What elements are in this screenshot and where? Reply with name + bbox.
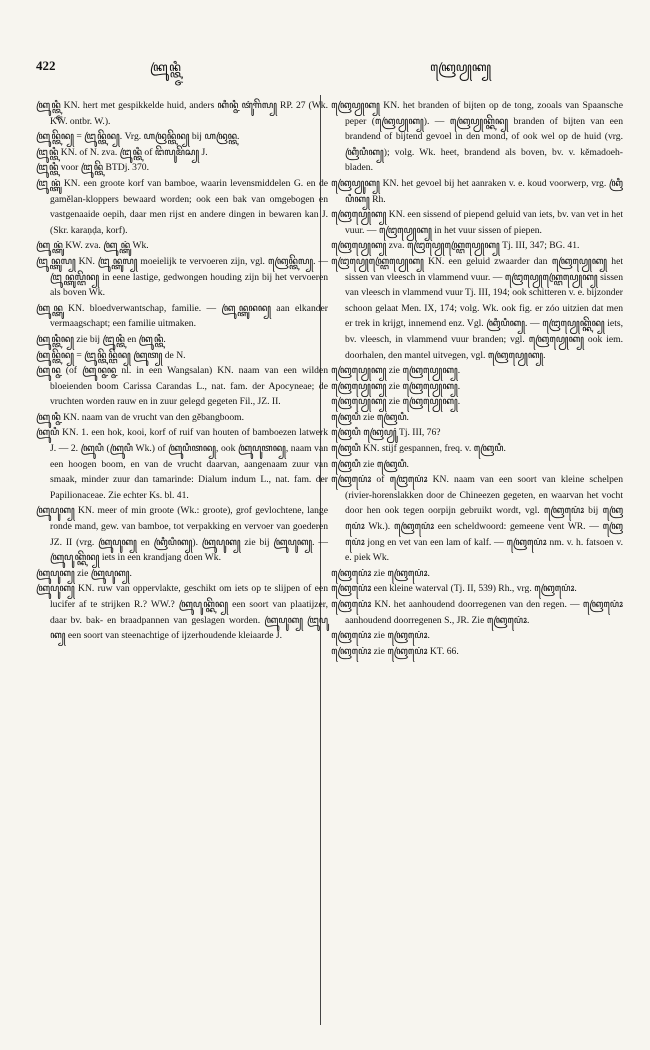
dictionary-entry: ꦏꦿꦺꦥꦾꦺꦏ꧀ KN. een sissend of piepend geluid van iets, bv. van vet in het vuur. — ꦔꦿꦺꦥꦾꦺꦏ꧀ in het vuur sissen of piepen. [331,209,623,236]
dictionary-entry: ꦏꦿꦸꦥꦸꦏ꧀ KN. meer of min groote (Wk.: groote), grof gevlochtene, lange ronde mand, gew. van bamboe, tot verpakking en vervoer van goederen JZ. II (vrg. ꦏꦿꦸꦥꦸꦏ꧀ en ꦏꦿꦶꦥꦶꦏ꧀). ꦏꦿꦸꦥꦸꦏ꧀ zie bij ꦏꦿꦸꦥꦸꦏ꧀. — ꦏꦿꦸꦥꦸꦏ꧀ꦏꦼꦤ꧀ iets in een krandjang doen Wk. [36,505,328,564]
dictionary-entry: ꦏꦿꦺꦥꦾꦺꦏ꧀ zie ꦏꦿꦺꦥꦾꦺꦏ꧀. [331,365,461,377]
dictionary-entry: ꦏꦿꦺꦥꦺꦴꦁ zie ꦏꦿꦺꦥꦺꦴꦁ. [331,630,430,642]
dictionary-entry: ꦏꦿꦸꦥꦸꦏ꧀ KN. ruw van oppervlakte, geschikt om iets op te slijpen of een lucifer af te strijken R.? WW.? ꦏꦿꦸꦥꦸꦏ꧀ꦏꦼꦤ꧀ een soort van plaatijzer, daar bv. bak- en braadpannen van geslagen worden. ꦏꦿꦸꦥꦸꦏ꧀ ꦔꦿꦸꦥꦸꦏ꧀ een soort van steenachtige of ijzerhoudende kleiaarde J. [36,583,328,642]
dictionary-entry: ꦏꦿꦺꦥꦾꦺꦏ꧀ zva. ꦔꦿꦺꦥꦾꦺꦏ꧀ꦔꦿꦺꦥꦾꦺꦏ꧀ Tj. III, 347; BG. 41. [331,240,580,252]
dictionary-entry: ꦏꦿꦸꦤ꧀ꦠꦸꦁ KW. zva. ꦏꦿꦸꦤ꧀ꦠꦸꦁ Wk. [36,240,149,252]
dictionary-entry: ꦏꦿꦺꦥꦺꦴꦁ zie ꦏꦿꦺꦥꦺꦴꦁ. [331,567,430,579]
dictionary-entry: ꦔꦿꦸꦤ꧀ꦠꦸꦭ꧀ KN. ꦔꦿꦸꦤ꧀ꦠꦸꦭ꧀ moeielijk te vervoeren zijn, vgl. ꦏꦿꦺꦤ꧀ꦠꦼꦭ꧀. — ꦔꦿꦸꦤ꧀ꦠꦸꦭ꧀ꦔꦼꦤ꧀ in eene lastige, gedwongen houding zijn bij het vervoeren als boven Wk. [36,255,328,299]
running-head-left: ꦏꦿꦸꦤ꧀ꦠ꧀ꦗꦶ [150,60,181,74]
dictionary-entry: ꦔꦿꦺꦥꦾꦺꦏ꧀ꦔꦿꦺꦥꦾꦺꦏ꧀ KN. een geluid zwaarder dan ꦏꦿꦺꦥꦾꦺꦏ꧀ het sissen van vleesch in vlammend vuur. — ꦔꦿꦺꦥꦾꦺꦏ꧀ꦔꦿꦺꦥꦾꦺꦏ꧀ sissen van vleesch in vlammend vuur Tj. III, 194; ook schitteren v. e. bijzonder schoon gelaat Men. IX, 174; volg. Wk. ook fig. er zóo uitzien dat men er trek in krijgt, innemend enz. Vgl. ꦏꦿꦶꦥꦶꦏ꧀. — ꦔꦿꦺꦥꦾꦺꦏ꧀ꦏꦼꦤ꧀ iets, bv. vleesch, in vlammend vuur branden; vgl. ꦏꦿꦺꦥꦾꦺꦏ꧀ ook iem. doorhalen, den mantel uitvegen, vgl. ꦏꦿꦺꦥꦾꦺꦏ꧀. [331,255,623,361]
dictionary-entry: ꦏꦿꦺꦥꦺꦴꦁ KN. het aanhoudend doorregenen van den regen. — ꦏꦿꦺꦥꦺꦴꦁ aanhoudend doorregenen S., JR. Zie ꦏꦿꦺꦥꦺꦴꦁ. [331,599,623,626]
dictionary-entry: ꦏꦿꦺꦥꦾꦏ꧀ KN. het branden of bijten op de tong, zooals van Spaansche peper (ꦏꦿꦺꦥꦾꦏ꧀). — ꦏꦿꦺꦥꦾꦏ꧀ꦏꦼꦤ꧀ branden of bijten van een brandend of bijtend gevoel in den mond, of ook wel op de huid (vrg. ꦏꦿꦶꦥꦶꦏ꧀); volg. Wk. heet, brandend als boven, bv. v. kěmadoeh-bladen. [331,100,623,174]
dictionary-entry: ꦏꦿꦸꦤ꧀ꦠꦸ KN. bloedverwantschap, familie. — ꦏꦿꦸꦤ꧀ꦠꦸꦤꦤ꧀ aan elkander vermaagschapt; een familie uitmaken. [36,302,328,330]
page-number: 422 [36,58,56,73]
dictionary-entry: ꦏꦿꦺꦥꦺꦴꦁ zie ꦏꦿꦺꦥꦺꦴꦁ KT. 66. [331,645,459,657]
running-head-right: ꦏꦿꦺꦥꦾꦏ꧀ [430,60,492,74]
dictionary-entry: ꦏꦿꦸꦤ꧀ꦠꦶꦤ꧀ zie bij ꦔꦿꦸꦤ꧀ꦠꦶ en ꦏꦿꦸꦤ꧀ꦠꦶ. [36,333,166,345]
dictionary-entry: ꦏꦿꦸꦤ꧀ꦠꦼꦤ꧀ = ꦔꦿꦸꦤ꧀ꦠꦼꦤ꧀ꦔꦼꦤ꧀ ꦏꦿꦸꦠ꧀ de N. [36,349,186,361]
dictionary-entry: ꦏꦿꦺꦥꦺꦴꦁ een kleine waterval (Tj. II, 539) Rh., vrg. ꦏꦿꦺꦥꦺꦴꦁ. [331,583,577,595]
dictionary-entry: ꦔꦿꦸꦤ꧀ꦠꦶ voor ꦔꦿꦸꦤ꧀ꦠꦼ BTDj. 370. [36,162,149,174]
dictionary-entry: ꦏꦿꦺꦥꦶ ꦏꦿꦺꦥꦾꦸꦁ Tj. III, 76? [331,427,441,439]
dictionary-entry: ꦏꦿꦸꦥꦸꦏ꧀ zie ꦏꦿꦸꦥꦸꦏ꧀. [36,567,132,579]
dictionary-entry: ꦔꦿꦸꦤ꧀ꦠꦸꦁ KN. een groote korf van bamboe, waarin levensmiddelen G. en de gamělan-kloppers bewaard worden; ook een bak van omgebogen en vastgenaaide oepih, daar men rijst en andere dingen in bewaren kan J. (Skr. karaṇḍa, korf). [36,177,328,236]
dictionary-entry: ꦏꦿꦺꦥꦶ KN. stijf gespannen, freq. v. ꦏꦿꦺꦥꦶ. [331,443,506,455]
dictionary-entry: ꦏꦿꦺꦥꦾꦸꦏ꧀ KN. het gevoel bij het aanraken v. e. koud voorwerp, vrg. ꦏꦿꦶꦥꦶꦏ꧀ Rh. [331,177,623,205]
dictionary-entry: ꦏꦿꦸꦤ꧀ꦠ꧀ꦗꦶ KN. hert met gespikkelde huid, anders ꦏꦶꦤ꧀ꦗꦶ ꦠꦸꦁꦒꦼꦭ꧀ RP. 27 (Wk. KW. ontbr. W.). [36,100,328,127]
dictionary-entry: ꦏꦿꦺꦥꦺꦴꦁ of ꦔꦿꦺꦥꦺꦴꦁ KN. naam van een soort van kleine schelpen (rivier-horenslakken door de Chineezen gegeten, en waarvan het vocht door hen ook tegen oorpijn gebruikt wordt, vgl. ꦏꦿꦺꦥꦺꦴꦁ bij ꦏꦿꦺꦥꦺꦴꦁ Wk.). ꦏꦿꦺꦥꦺꦴꦁ een scheldwoord: gemeene vent WR. — ꦏꦿꦺꦥꦺꦴꦁ jong en vet van een lam of kalf. — ꦏꦿꦺꦥꦺꦴꦁ nm. v. h. fatsoen v. e. piek Wk. [331,474,623,564]
right-column [331,98,623,659]
page-header [0,58,650,78]
dictionary-entry: ꦏꦿꦺꦥꦶ zie ꦏꦿꦺꦥꦶ. [331,458,409,470]
left-column [36,98,328,644]
dictionary-entry: ꦏꦿꦸꦤ꧀ꦗꦶ KN. naam van de vrucht van den gěbangboom. [36,411,245,423]
dictionary-entry: ꦏꦿꦸꦥꦶ KN. 1. een hok, kooi, korf of ruif van houten of bamboezen latwerk J. — 2. ꦏꦿꦸꦥꦶ (ꦏꦿꦸꦥꦶ Wk.) of ꦏꦿꦸꦥꦶꦠꦤ꧀, ook ꦏꦿꦸꦥꦸꦠꦤ꧀, naam van een hoogen boom, en van de vrucht daarvan, aangenaam zuur van smaak, minder zuur dan tamarinde: Dialum indum L., nat. fam. der Papilionaceae. Zie echter Ks. bl. 41. [36,427,328,501]
dictionary-entry: ꦏꦿꦺꦥꦾꦺꦏ꧀ zie ꦏꦿꦺꦥꦾꦺꦏ꧀. [331,396,461,408]
dictionary-entry: ꦏꦿꦸꦤ꧀ꦗ (of ꦏꦿꦸꦤ꧀ꦗꦤ꧀ꦗ nl. in een Wangsalan) KN. naam van een wilden bloeienden boom Carissa Carandas L., nat. fam. der Apocyneae; de vruchten worden rauw en in zuur gelegd gegeten Fil., JZ. II. [36,365,328,408]
dictionary-entry: ꦏꦿꦸꦤ꧀ꦠꦼꦤ꧀ = ꦔꦿꦸꦤ꧀ꦠꦼꦤ꧀. Vrg. ꦲꦤꦿꦤ꧀ꦠꦼꦤ꧀ bij ꦲꦤꦿꦤ꧀ꦠ. [36,131,240,143]
dictionary-entry: ꦔꦿꦸꦤ꧀ꦠꦶ KN. of N. zva. ꦔꦿꦸꦤ꧀ꦠꦶ of ꦔꦼꦭꦸꦩꦼꦱ꧀ J. [36,146,208,158]
dictionary-entry: ꦏꦿꦺꦥꦾꦺꦏ꧀ zie ꦏꦿꦺꦥꦾꦺꦏ꧀. [331,380,461,392]
dictionary-entry: ꦏꦿꦺꦥꦶ zie ꦏꦿꦺꦥꦶ. [331,411,409,423]
